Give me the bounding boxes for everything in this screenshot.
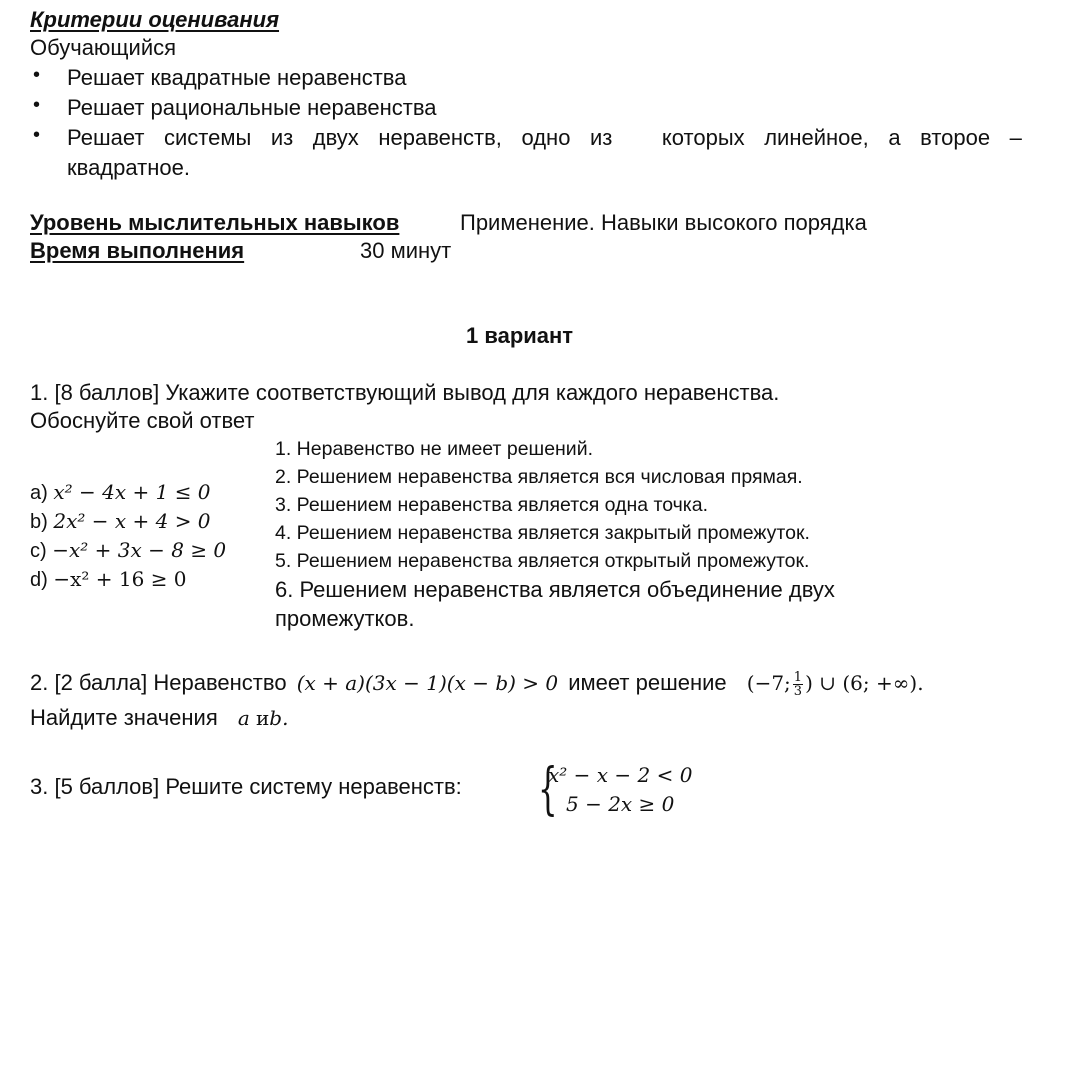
- conclusion-item: 6. Решением неравенства является объединение двух: [275, 577, 835, 602]
- inequality-expr: 2x² − x + 4 > 0: [53, 509, 211, 533]
- conclusion-item: 3. Решением неравенства является одна точка.: [275, 494, 709, 516]
- bullet-icon: •: [33, 64, 41, 86]
- time-label: Время выполнения: [30, 238, 245, 263]
- inequality-item: c) −x² + 3x − 8 ≥ 0: [30, 538, 227, 562]
- learner-label: Обучающийся: [30, 35, 177, 60]
- task2-statement: 2. [2 балла] Неравенство (x + a)(3x − 1)(x − b) > 0 имеет решение (−7; $\frac{1}{3}$ ) ∪ (6; +∞).: [30, 670, 924, 699]
- criteria-title: Критерии оценивания: [30, 7, 280, 32]
- criteria-item-justified: Решает системы из двух неравенств, одно из которых линейное, а второе –: [67, 125, 1022, 150]
- task2-statement-cont: Найдите значения a иb.: [30, 705, 289, 730]
- level-label: Уровень мыслительных навыков: [30, 210, 400, 235]
- variant-heading: 1 вариант: [466, 323, 574, 348]
- conclusion-item-cont: промежутков.: [275, 606, 415, 631]
- system-brace-icon: {: [538, 757, 558, 822]
- conclusion-item: 5. Решением неравенства является открытый промежуток.: [275, 550, 810, 572]
- system-eq2: 5 − 2x ≥ 0: [566, 792, 675, 816]
- task2-solution: (−7; $\frac{1}{3}$ ) ∪ (6; +∞).: [746, 670, 924, 699]
- fraction: $\frac{1}{3}$: [793, 670, 803, 699]
- task1-statement-cont: Обоснуйте свой ответ: [30, 408, 255, 433]
- criteria-item: Решает рациональные неравенства: [67, 95, 437, 120]
- conclusion-item: 2. Решением неравенства является вся числовая прямая.: [275, 466, 803, 488]
- task2-expr: (x + a)(3x − 1)(x − b) > 0: [296, 671, 559, 695]
- bullet-icon: •: [33, 124, 41, 146]
- time-value: 30 минут: [360, 238, 452, 263]
- criteria-item: Решает квадратные неравенства: [67, 65, 407, 90]
- inequality-expr: −x² + 3x − 8 ≥ 0: [52, 538, 227, 562]
- inequality-expr: −x² + 16 ≥ 0: [53, 567, 187, 591]
- inequality-item: a) x² − 4x + 1 ≤ 0: [30, 480, 211, 504]
- inequality-item: b) 2x² − x + 4 > 0: [30, 509, 211, 533]
- task1-statement: 1. [8 баллов] Укажите соответствующий вывод для каждого неравенства.: [30, 380, 780, 405]
- system-eq1: x² − x − 2 < 0: [548, 763, 693, 787]
- bullet-icon: •: [33, 94, 41, 116]
- conclusion-item: 4. Решением неравенства является закрытый промежуток.: [275, 522, 810, 544]
- criteria-item-continuation: квадратное.: [67, 155, 190, 180]
- conclusion-item: 1. Неравенство не имеет решений.: [275, 438, 594, 460]
- inequality-expr: x² − 4x + 1 ≤ 0: [53, 480, 211, 504]
- inequality-item: d) −x² + 16 ≥ 0: [30, 567, 187, 591]
- task3-statement: 3. [5 баллов] Решите систему неравенств:: [30, 774, 462, 799]
- level-value: Применение. Навыки высокого порядка: [460, 210, 867, 235]
